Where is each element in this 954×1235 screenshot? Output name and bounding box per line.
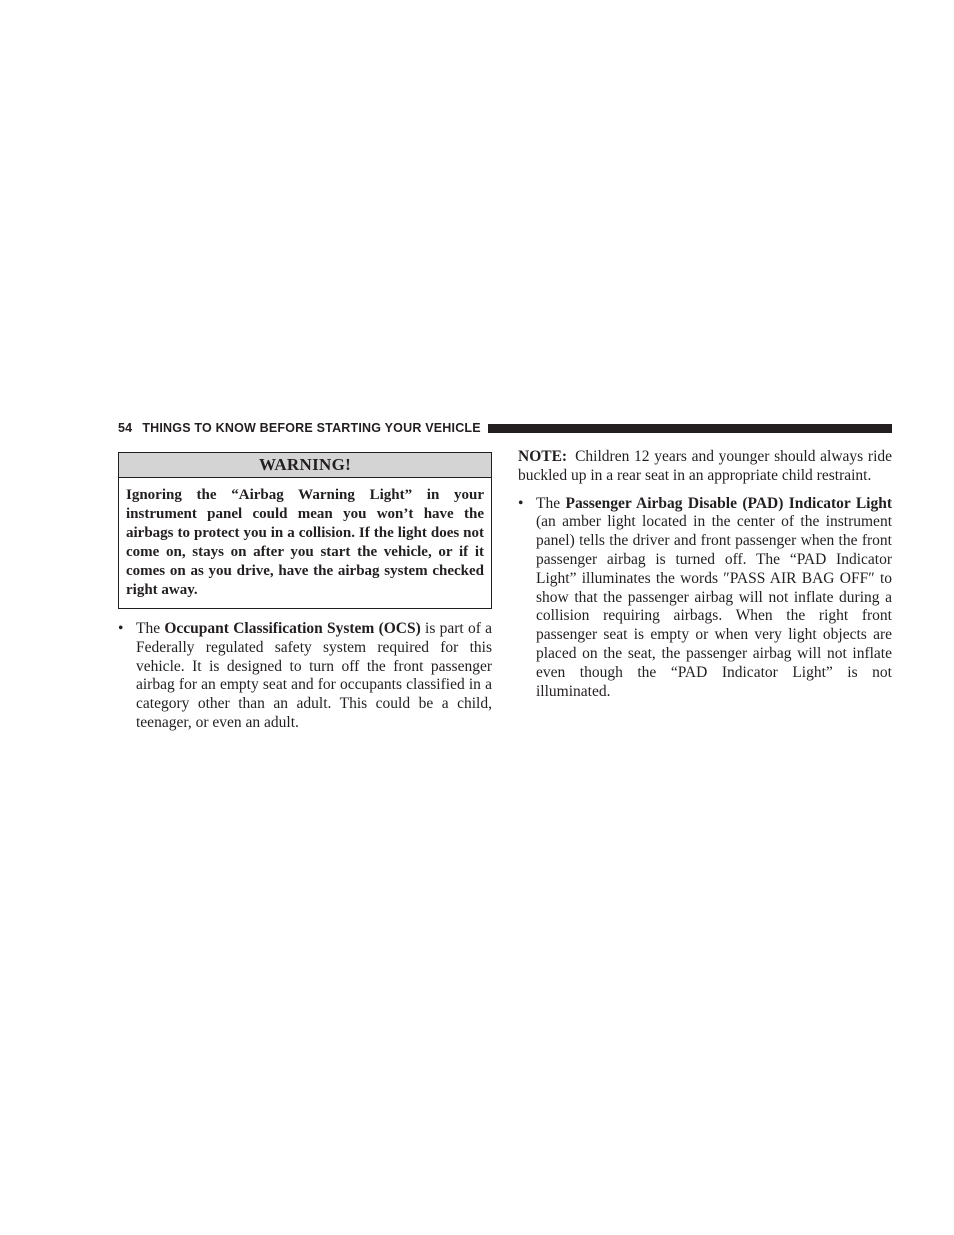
warning-box (118, 452, 492, 609)
bullet-mark: • (518, 494, 524, 512)
pad-text: (an amber light located in the center of the instrument panel) tells the driver and front passenger when the front passenger airbag is turned off. The “PAD Indicator Light” illuminates the words ″PASS AIR BAG OFF″ to show that the passenger airbag will not inflate during a collision requiring airbags. When the right front passenger seat is empty or when very light objects are placed on the seat, the passenger airbag will not inflate even though the “PAD Indicator Light” is not illuminated. (536, 513, 892, 700)
warning-text: Ignoring the “Airbag Warning Light” in your instrument panel could mean you won’t have the airbags to protect you in a collision. If the light does not come on, stays on after you start the vehicle, or if it comes on as you drive, have the airbag system checked right away. (126, 487, 484, 598)
ocs-term: Occupant Classification System (OCS) (164, 620, 421, 637)
header-rule (488, 424, 892, 433)
ocs-text: is part of a Federally regulated safety system required for this vehicle. It is designed to turn off the front passenger airbag for an empty seat and for occupants classified in a category other than an adult. This could be a child, teenager, or even an adult. (136, 620, 493, 731)
bullet-mark: • (118, 620, 124, 637)
ocs-lead: The (136, 620, 161, 637)
note-label: NOTE: (518, 448, 568, 465)
page-number: 54 (118, 421, 133, 435)
left-column (118, 452, 492, 733)
pad-term: Passenger Airbag Disable (PAD) Indicator Light (565, 494, 893, 512)
pad-bullet (518, 495, 892, 702)
section-title: THINGS TO KNOW BEFORE STARTING YOUR VEHICLE (142, 421, 481, 435)
right-column (518, 448, 892, 701)
note (518, 448, 892, 486)
ocs-bullet (118, 620, 492, 733)
page-header (118, 418, 892, 438)
note-text: Children 12 years and younger should always ride buckled up in a rear seat in an appropriate child restraint. (518, 448, 892, 484)
pad-lead: The (536, 494, 561, 512)
warning-title: WARNING! (119, 453, 491, 478)
